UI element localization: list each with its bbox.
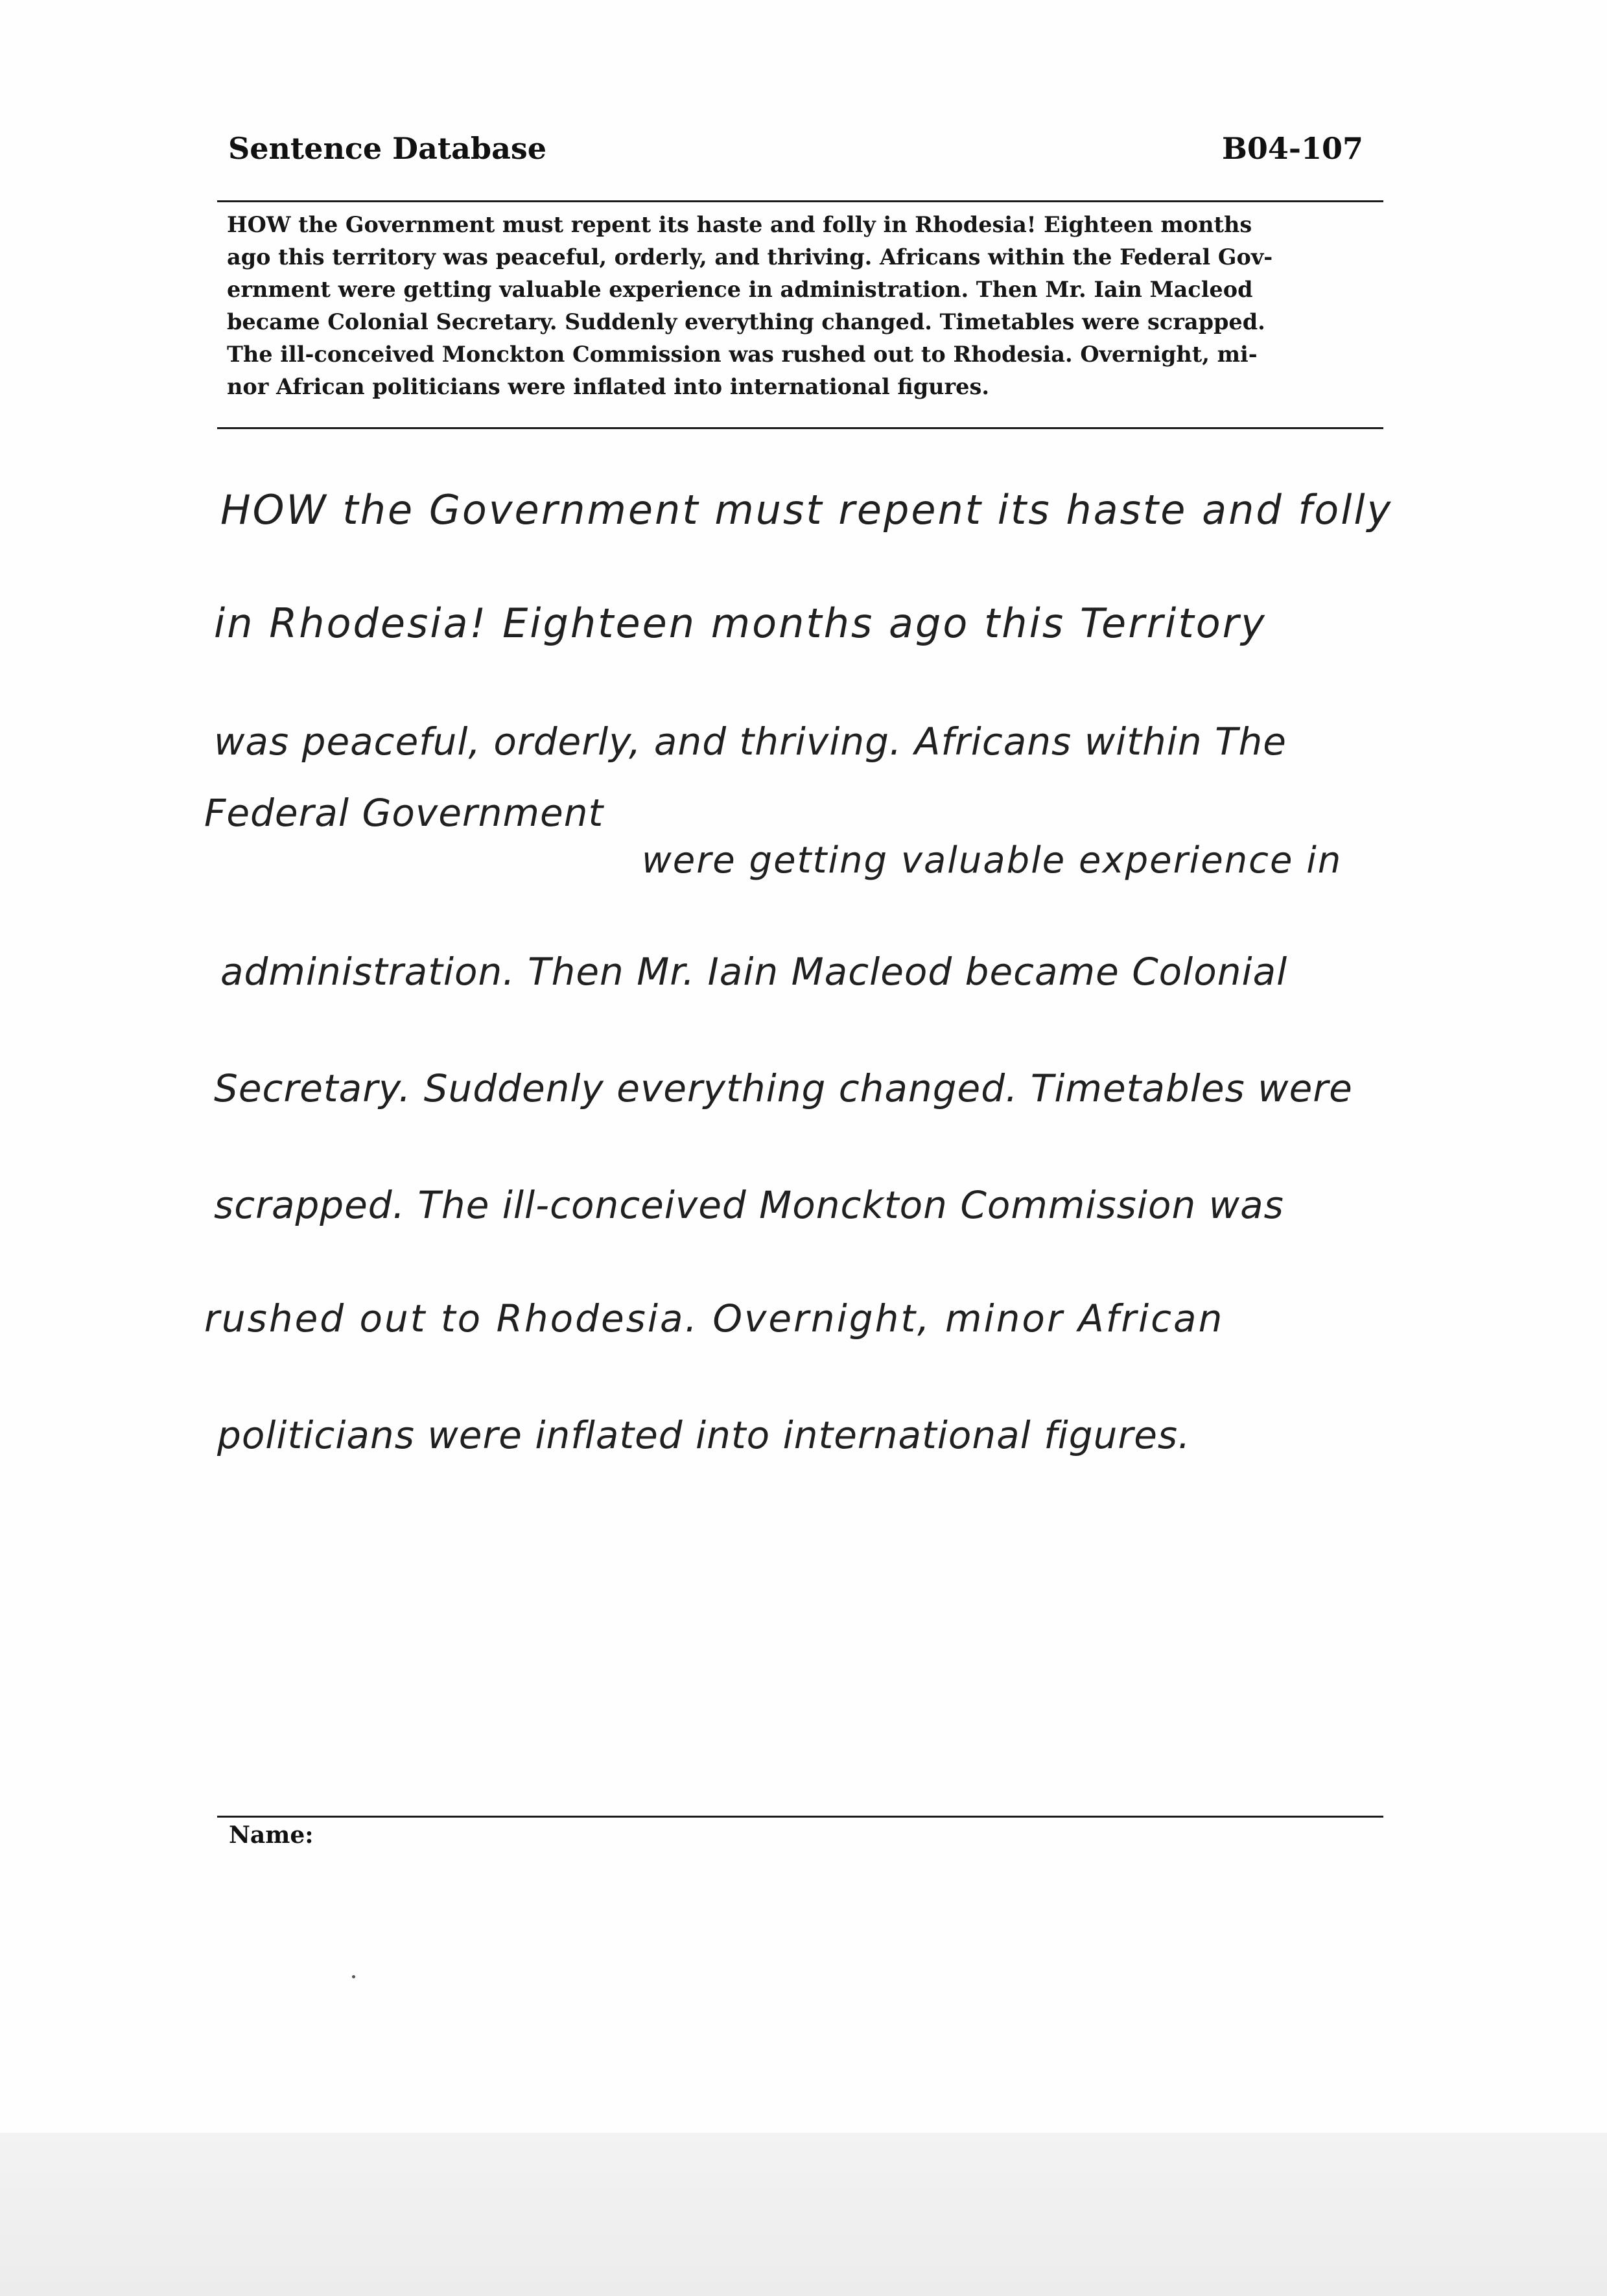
middle-divider	[217, 427, 1383, 429]
printed-line: ernment were getting valuable experience in administration. Then Mr. Iain Macleod	[227, 277, 1253, 302]
database-title: Sentence Database	[228, 131, 547, 166]
handwritten-line: in Rhodesia! Eighteen months ago this Territory	[214, 600, 1267, 647]
form-id: B04-107	[1221, 131, 1363, 166]
top-divider	[217, 200, 1383, 202]
ink-speck	[352, 1975, 355, 1978]
handwritten-line: was peaceful, orderly, and thriving. Africans within The	[214, 720, 1287, 764]
handwritten-line: scrapped. The ill-conceived Monckton Commission was	[214, 1183, 1284, 1227]
name-label: Name:	[229, 1822, 314, 1849]
handwritten-line: administration. Then Mr. Iain Macleod became Colonial	[220, 950, 1288, 994]
printed-line: became Colonial Secretary. Suddenly everything changed. Timetables were scrapped.	[227, 309, 1265, 334]
handwritten-line: were getting valuable experience in	[642, 839, 1343, 882]
printed-text-block	[227, 209, 1374, 403]
handwritten-line: Federal Government	[204, 791, 604, 835]
scan-shadow	[0, 2133, 1607, 2296]
handwritten-line: rushed out to Rhodesia. Overnight, minor African	[204, 1296, 1225, 1341]
handwritten-line: Secretary. Suddenly everything changed. Timetables were	[214, 1066, 1353, 1110]
printed-line: HOW the Government must repent its haste and folly in Rhodesia! Eighteen months	[227, 212, 1252, 237]
handwritten-line: politicians were inflated into international figures.	[217, 1413, 1191, 1457]
printed-line: ago this territory was peaceful, orderly, and thriving. Africans within the Federal Gov-	[227, 244, 1273, 270]
printed-line: nor African politicians were inflated into international figures.	[227, 374, 990, 399]
name-divider	[217, 1816, 1383, 1818]
handwritten-line: HOW the Government must repent its haste and folly	[220, 486, 1393, 533]
printed-line: The ill-conceived Monckton Commission was rushed out to Rhodesia. Overnight, mi-	[227, 342, 1258, 367]
handwritten-text-block	[201, 467, 1530, 1517]
